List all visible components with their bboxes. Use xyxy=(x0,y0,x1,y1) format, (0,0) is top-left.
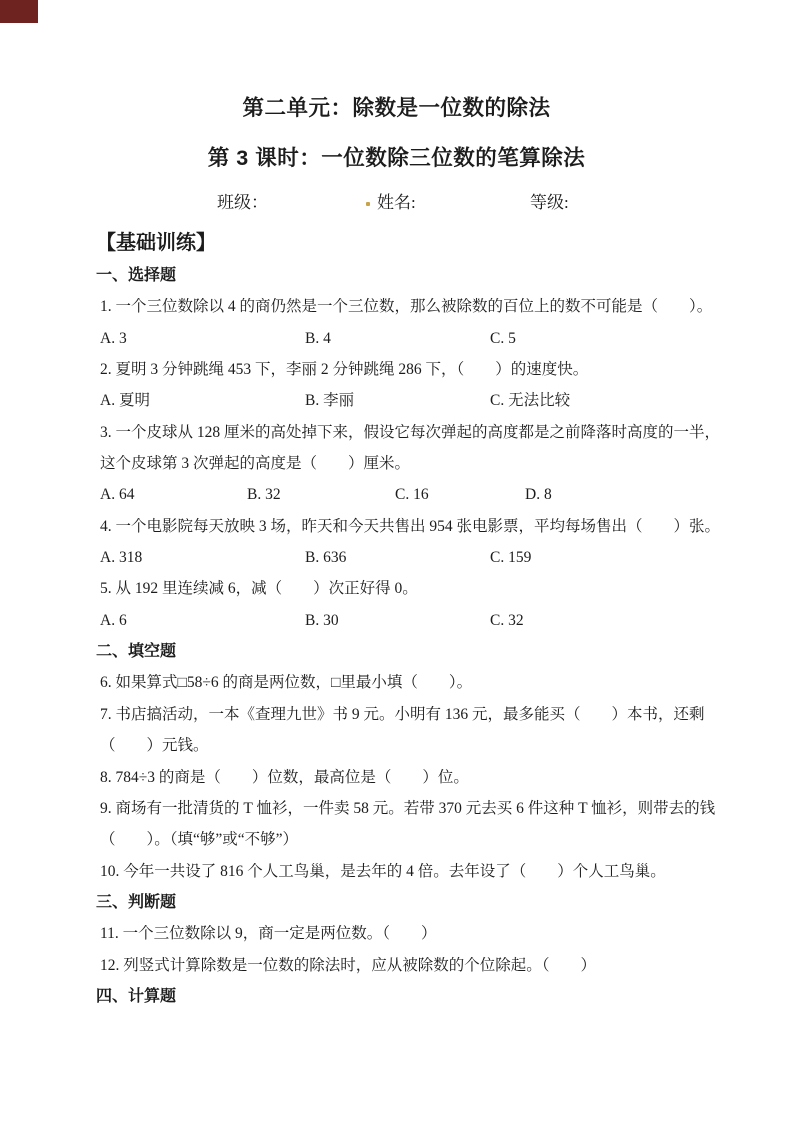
question-2-option-a: A. 夏明 xyxy=(100,392,150,410)
question-4-options xyxy=(0,542,793,573)
worksheet-body xyxy=(0,260,793,1012)
section-heading-judge: 三、判断题 xyxy=(96,893,177,911)
question-5-option-a: A. 6 xyxy=(100,611,127,629)
question-2-text: 2. 夏明 3 分钟跳绳 453 下，李丽 2 分钟跳绳 286 下，（ ）的速度快。 xyxy=(100,361,589,379)
question-6-text: 6. 如果算式□58÷6 的商是两位数，□里最小填（ ）。 xyxy=(100,674,473,692)
question-5-options xyxy=(0,605,793,636)
question-4-text: 4. 一个电影院每天放映 3 场，昨天和今天共售出 954 张电影票，平均每场售出（ ）张。 xyxy=(100,517,721,535)
question-5-text: 5. 从 192 里连续减 6，减（ ）次正好得 0。 xyxy=(100,580,418,598)
meta-line xyxy=(0,190,793,216)
question-3-option-c: C. 16 xyxy=(395,486,429,504)
question-1-options xyxy=(0,323,793,354)
question-4-option-b: B. 636 xyxy=(305,549,347,567)
question-12-text: 12. 列竖式计算除数是一位数的除法时，应从被除数的个位除起。（ ） xyxy=(100,956,597,974)
class-label: 班级： xyxy=(217,193,268,212)
question-9-text-line2: （ ）。（填“够”或“不够”） xyxy=(100,831,299,849)
question-3-option-b: B. 32 xyxy=(247,486,281,504)
question-2-options xyxy=(0,385,793,416)
question-5-option-b: B. 30 xyxy=(305,611,339,629)
question-10-text: 10. 今年一共设了 816 个人工鸟巢，是去年的 4 倍。去年设了（ ）个人工鸟巢。 xyxy=(100,862,666,880)
question-1-option-a: A. 3 xyxy=(100,329,127,347)
question-1-option-c: C. 5 xyxy=(490,329,516,347)
separator-dot-icon xyxy=(366,202,370,206)
section-heading-fill: 二、填空题 xyxy=(96,643,177,661)
block-title-basic-training: 【基础训练】 xyxy=(96,232,216,254)
question-8-text: 8. 784÷3 的商是（ ）位数，最高位是（ ）位。 xyxy=(100,768,469,786)
question-3-text-line2: 这个皮球第 3 次弹起的高度是（ ）厘米。 xyxy=(100,455,411,473)
question-5-option-c: C. 32 xyxy=(490,611,524,629)
question-3-text-line1: 3. 一个皮球从 128 厘米的高处掉下来，假设它每次弹起的高度都是之前降落时高度的一半， xyxy=(100,423,721,441)
section-heading-choice: 一、选择题 xyxy=(96,267,177,284)
question-9-text-line1: 9. 商场有一批清货的 T 恤衫，一件卖 58 元。若带 370 元去买 6 件这种 T 恤衫，则带去的钱 xyxy=(100,799,716,817)
section-heading-calc: 四、计算题 xyxy=(96,987,177,1005)
question-3-options xyxy=(0,479,793,510)
question-3-option-d: D. 8 xyxy=(525,486,552,504)
name-label: 姓名: xyxy=(377,193,416,212)
question-4-option-c: C. 159 xyxy=(490,549,532,567)
grade-label: 等级: xyxy=(530,193,569,212)
question-2-option-c: C. 无法比较 xyxy=(490,392,571,410)
question-7-text-line2: （ ）元钱。 xyxy=(100,737,209,755)
lesson-title: 第 3 课时：一位数除三位数的笔算除法 xyxy=(207,146,586,170)
question-11-text: 11. 一个三位数除以 9，商一定是两位数。（ ） xyxy=(100,925,437,943)
question-4-option-a: A. 318 xyxy=(100,549,143,567)
question-1-option-b: B. 4 xyxy=(305,329,331,347)
question-3-option-a: A. 64 xyxy=(100,486,135,504)
question-2-option-b: B. 李丽 xyxy=(305,392,355,410)
question-7-text-line1: 7. 书店搞活动，一本《查理九世》书 9 元。小明有 136 元，最多能买（ ）本书，还剩 xyxy=(100,705,705,723)
question-1-text: 1. 一个三位数除以 4 的商仍然是一个三位数，那么被除数的百位上的数不可能是（ ）。 xyxy=(100,298,713,316)
corner-logo-block xyxy=(0,0,38,23)
unit-title: 第二单元：除数是一位数的除法 xyxy=(242,96,551,120)
